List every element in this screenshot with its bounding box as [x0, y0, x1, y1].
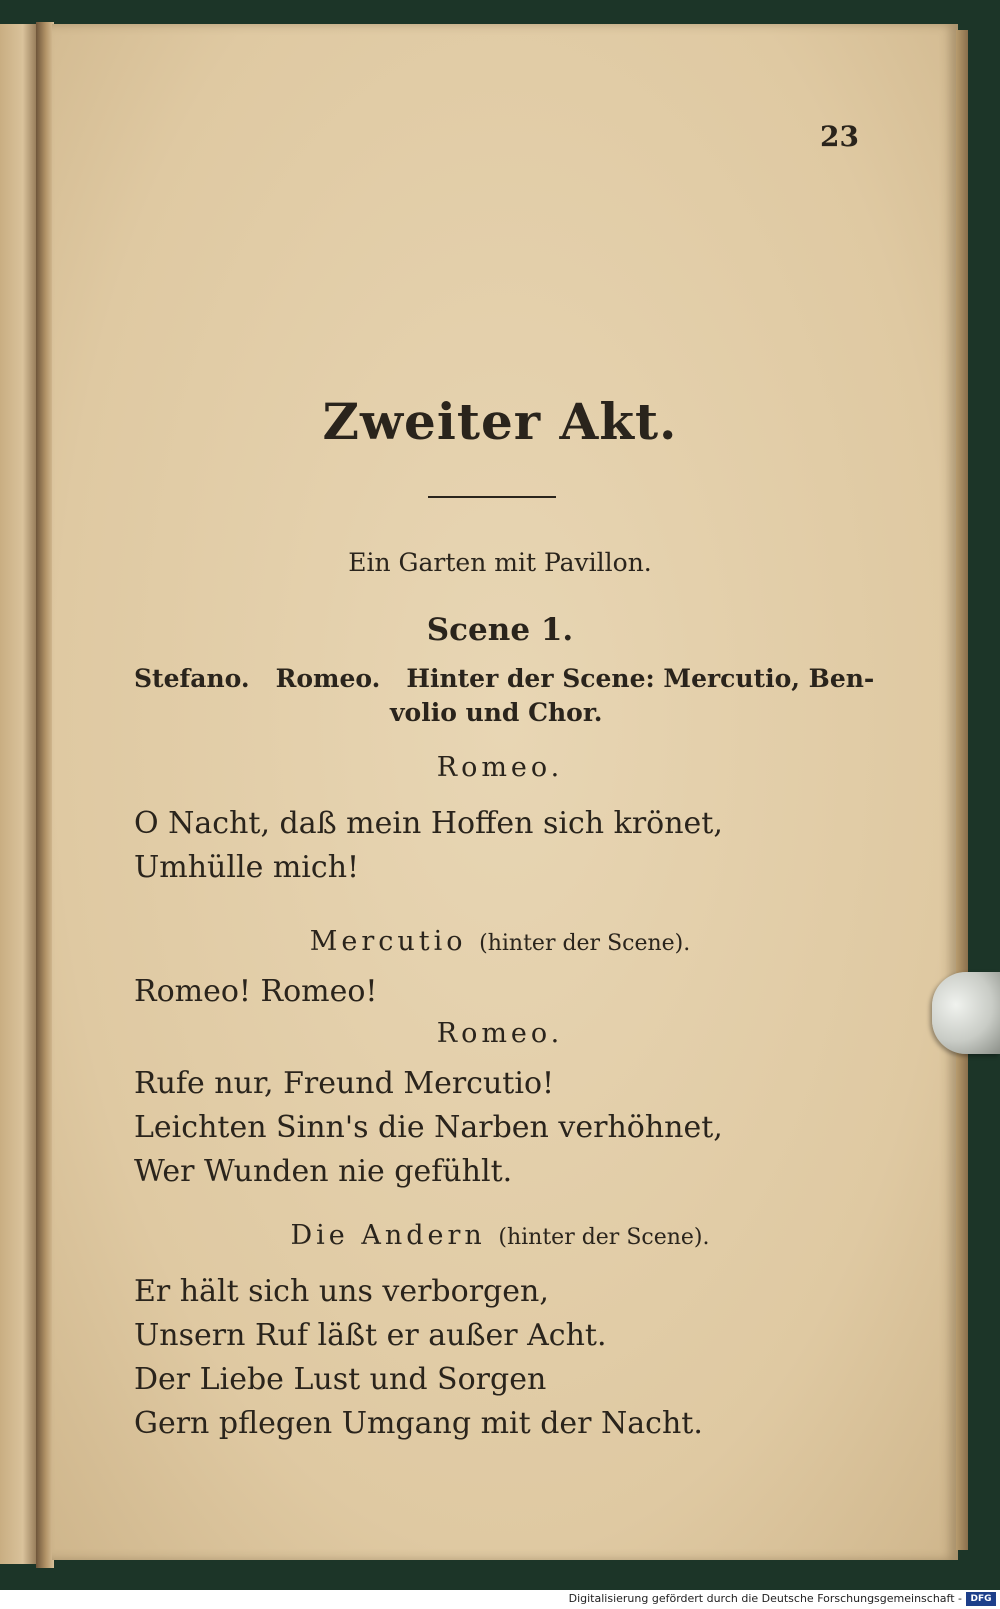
speaker-name: Mercutio: [309, 926, 467, 957]
verse-line: Umhülle mich!: [134, 850, 360, 885]
verse-line: Gern pflegen Umgang mit der Nacht.: [134, 1406, 703, 1441]
footer-credit: Digitalisierung gefördert durch die Deutsche Forschungsgemeinschaft -: [568, 1592, 962, 1605]
speaker-name: Romeo.: [436, 1018, 564, 1049]
act-title: Zweiter Akt.: [322, 392, 678, 451]
title-rule: [428, 496, 556, 498]
page-stack-edge: [956, 30, 968, 1550]
speaker-heading: [0, 1220, 1000, 1251]
left-page-edge: [0, 24, 38, 1564]
verse-line: Rufe nur, Freund Mercutio!: [134, 1066, 555, 1101]
stage-direction: (hinter der Scene).: [479, 931, 691, 956]
verse-line: Wer Wunden nie gefühlt.: [134, 1154, 513, 1189]
verse-line: Unsern Ruf läßt er außer Acht.: [134, 1318, 607, 1353]
dfg-logo-icon: DFG: [966, 1592, 996, 1606]
speaker-heading: [0, 926, 1000, 957]
verse-line: Leichten Sinn's die Narben verhöhnet,: [134, 1110, 723, 1145]
speaker-heading: [0, 1018, 1000, 1049]
cast-romeo: Romeo.: [275, 664, 381, 693]
verse-line: O Nacht, daß mein Hoffen sich krönet,: [134, 806, 723, 841]
cast-offstage: Hinter der Scene: Mercutio, Ben-: [406, 664, 875, 693]
stage-direction: (hinter der Scene).: [498, 1225, 710, 1250]
verse-line: Romeo! Romeo!: [134, 974, 378, 1009]
page-number: 23: [820, 120, 859, 153]
verse-line: Der Liebe Lust und Sorgen: [134, 1362, 547, 1397]
cast-list-line-1: [134, 664, 874, 693]
speaker-heading: [0, 752, 1000, 783]
cast-stefano: Stefano.: [134, 664, 250, 693]
verse-line: Er hält sich uns verborgen,: [134, 1274, 549, 1309]
speaker-name: Romeo.: [436, 752, 564, 783]
cast-list-line-2: volio und Chor.: [390, 698, 603, 727]
scene-heading: Scene 1.: [426, 612, 574, 648]
scene-setting: Ein Garten mit Pavillon.: [348, 548, 652, 577]
speaker-name: Die Andern: [290, 1220, 486, 1251]
